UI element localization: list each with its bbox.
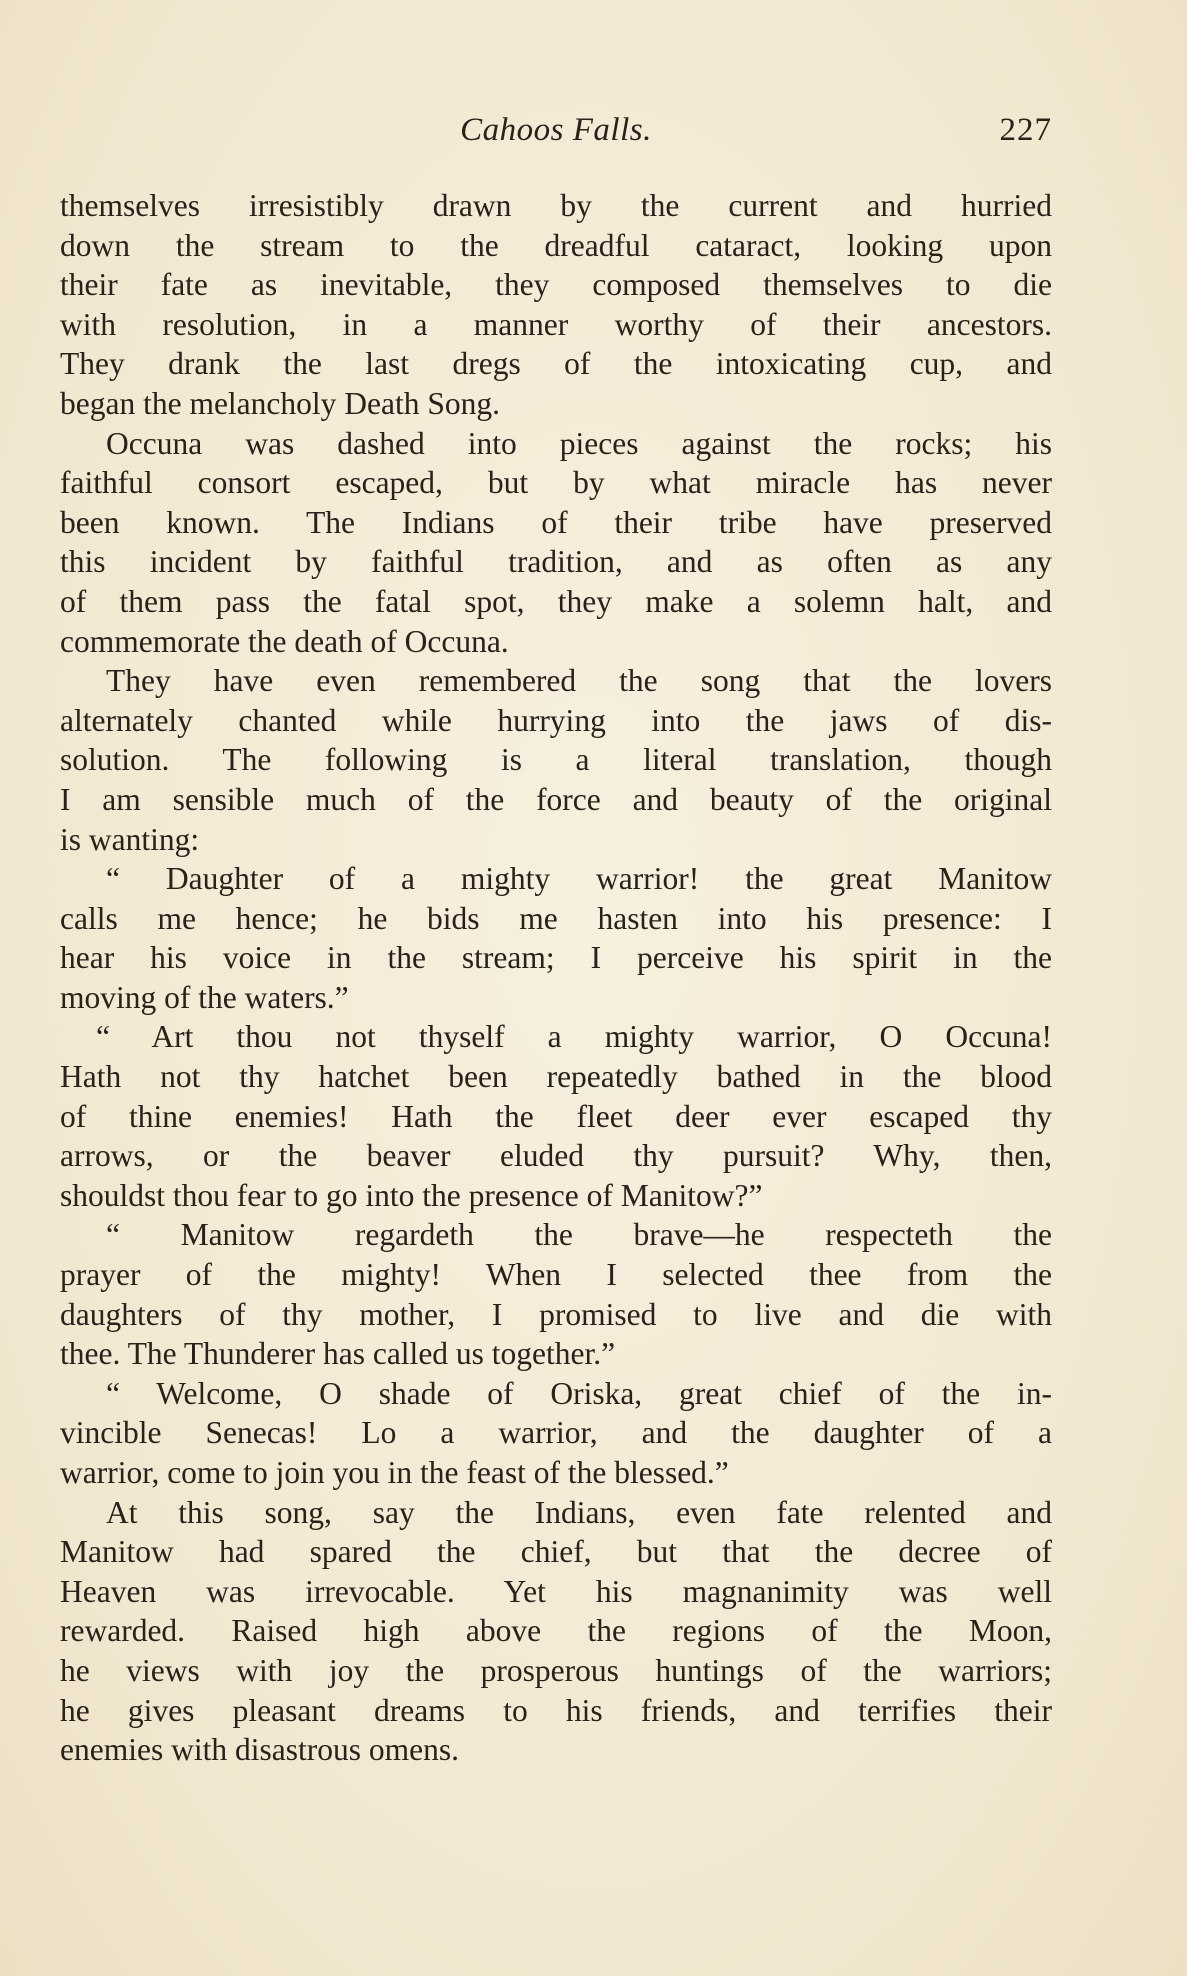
text-line: commemorate the death of Occuna. — [60, 623, 509, 659]
text-line: faithful consort escaped, but by what miracle has never — [60, 465, 1052, 501]
page-number: 227 — [999, 112, 1052, 148]
text-line: warrior, come to join you in the feast of the blessed.” — [60, 1455, 729, 1490]
text-line: he gives pleasant dreams to his friends, and terrifies their — [60, 1692, 1052, 1728]
text-line: I am sensible much of the force and beauty of the original — [60, 781, 1052, 817]
text-line: of them pass the fatal spot, they make a solemn halt, and — [60, 583, 1052, 619]
text-line: shouldst thou fear to go into the presence of Manitow?” — [60, 1177, 763, 1213]
text-line: is wanting: — [60, 821, 200, 857]
text-line: Heaven was irrevocable. Yet his magnanimity was well — [60, 1573, 1052, 1609]
text-line: thee. The Thunderer has called us together.” — [60, 1336, 616, 1372]
text-line: solution. The following is a literal translation, though — [60, 742, 1052, 778]
text-line: alternately chanted while hurrying into the jaws of dis- — [60, 702, 1052, 738]
text-line: calls me hence; he bids me hasten into his presence: I — [60, 900, 1052, 936]
text-line: daughters of thy mother, I promised to live and die with — [60, 1296, 1052, 1332]
text-line: hear his voice in the stream; I perceive his spirit in the — [60, 940, 1052, 976]
text-line: their fate as inevitable, they composed themselves to die — [60, 267, 1052, 303]
text-line: began the melancholy Death Song. — [60, 385, 501, 421]
text-line: this incident by faithful tradition, and as often as any — [60, 544, 1052, 580]
text-line: “ Manitow regardeth the brave—he respecteth the — [106, 1217, 1052, 1253]
text-line: themselves irresistibly drawn by the current and hurried — [60, 188, 1052, 223]
text-line: of thine enemies! Hath the fleet deer ever escaped thy — [60, 1098, 1052, 1134]
text-line: he views with joy the prosperous huntings of the warriors; — [60, 1652, 1052, 1688]
text-line: Manitow had spared the chief, but that the decree of — [60, 1534, 1052, 1570]
text-line: with resolution, in a manner worthy of their ancestors. — [60, 306, 1052, 342]
text-line: They drank the last dregs of the intoxicating cup, and — [60, 346, 1052, 382]
running-title: Cahoos Falls. — [460, 112, 652, 148]
page-header — [60, 112, 1052, 162]
text-line: “ Welcome, O shade of Oriska, great chief of the in- — [106, 1375, 1052, 1411]
text-line: “ Daughter of a mighty warrior! the great Manitow — [106, 861, 1052, 897]
text-line: rewarded. Raised high above the regions of the Moon, — [60, 1613, 1052, 1649]
text-line: been known. The Indians of their tribe have preserved — [60, 504, 1052, 540]
text-line: At this song, say the Indians, even fate relented and — [106, 1494, 1052, 1530]
text-line: arrows, or the beaver eluded thy pursuit? Why, then, — [60, 1138, 1052, 1174]
body-text — [60, 186, 1052, 1770]
text-line: enemies with disastrous omens. — [60, 1732, 459, 1768]
text-line: down the stream to the dreadful cataract, looking upon — [60, 227, 1052, 263]
text-line: Occuna was dashed into pieces against the rocks; his — [106, 425, 1052, 461]
text-line: “ Art thou not thyself a mighty warrior, O Occuna! — [96, 1019, 1052, 1055]
text-line: moving of the waters.” — [60, 979, 349, 1015]
text-line: They have even remembered the song that the lovers — [106, 663, 1052, 699]
text-line: prayer of the mighty! When I selected thee from the — [60, 1257, 1052, 1293]
text-line: vincible Senecas! Lo a warrior, and the daughter of a — [60, 1415, 1052, 1451]
text-line: Hath not thy hatchet been repeatedly bathed in the blood — [60, 1059, 1052, 1095]
